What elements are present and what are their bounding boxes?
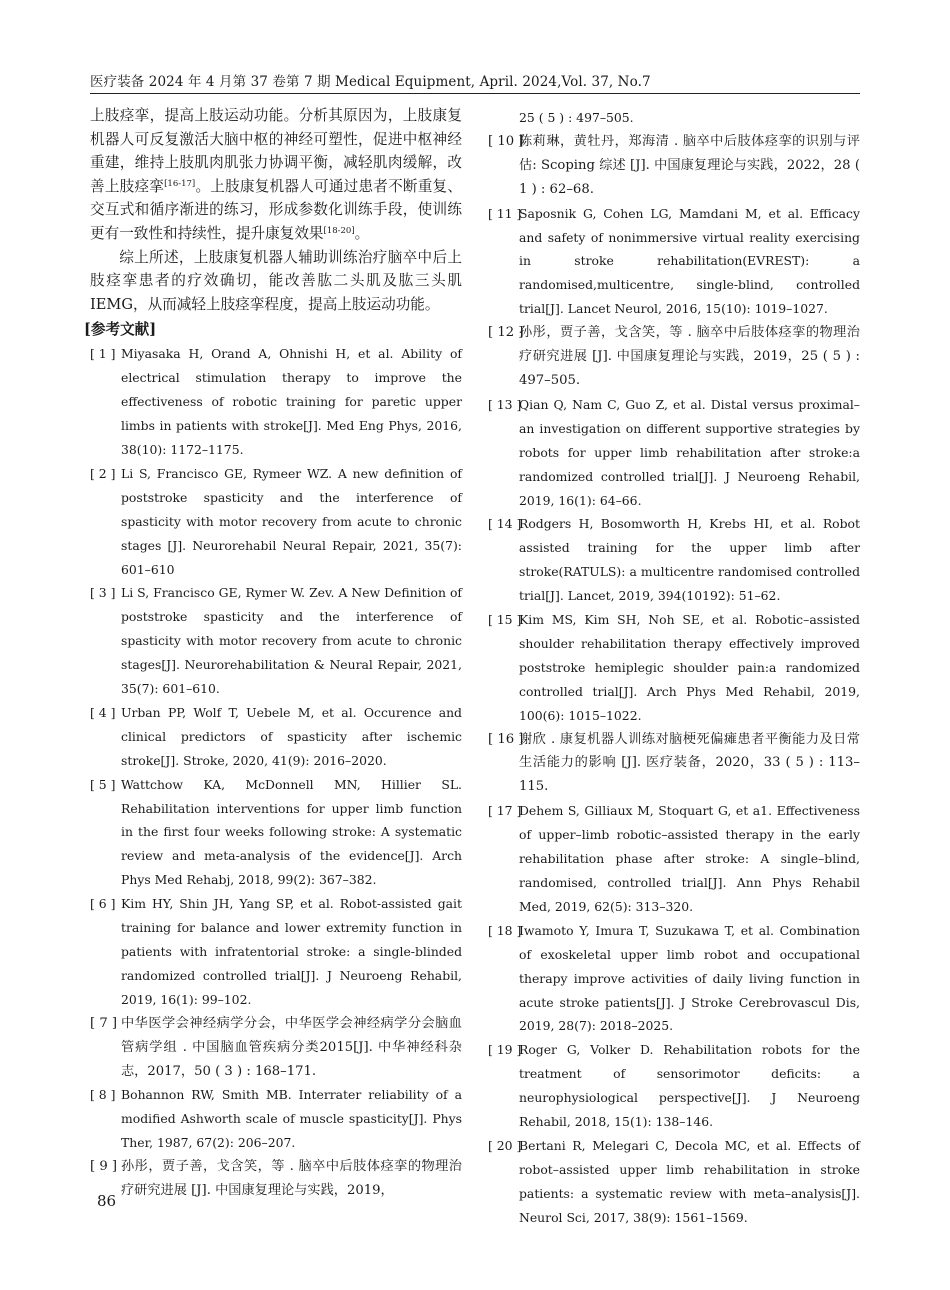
reference-number: [ 1 ] [90, 346, 116, 362]
reference-number: [ 7 ] [90, 1015, 118, 1031]
reference-number: [ 20 ] [488, 1137, 522, 1153]
body-paragraph-1 [90, 104, 462, 246]
reference-item [90, 892, 462, 1012]
reference-text: Wattchow KA, McDonnell MN, Hillier SL. Rehabilitation interventions for upper limb function in the first four weeks following stroke: A systematic review and meta-analysis of the evidence[J]. Arch Phys Med Rehabj, 2018, 99(2): 367–382. [121, 776, 462, 888]
reference-item [488, 608, 860, 728]
reference-continuation: 25 ( 5 ) : 497–505. [519, 110, 634, 125]
reference-text: Kim HY, Shin JH, Yang SP, et al. Robot-assisted gait training for balance and lower extremity function in patients with infratentorial stroke: a single-blinded randomized controlled trial[J]. J Neuroeng Rehabil, 2019, 16(1): 99–102. [121, 896, 462, 1007]
reference-text: Qian Q, Nam C, Guo Z, et al. Distal versus proximal–an investigation on different supportive strategies by robots for upper limb rehabilitation after stroke:a randomized controlled trial[J]. J Neuroeng Rehabil, 2019, 16(1): 64–66. [519, 396, 860, 508]
reference-text: Roger G, Volker D. Rehabilitation robots for the treatment of sensorimotor deficits: a neurophysiological perspective[J]. J Neuroeng Rehabil, 2018, 15(1): 138–146. [519, 1042, 860, 1130]
paragraph-text: 。 [354, 224, 370, 242]
reference-item [90, 701, 462, 773]
reference-number: [ 5 ] [90, 776, 116, 792]
reference-text: 中华医学会神经病学分会，中华医学会神经病学分会脑血管病学组 . 中国脑血管疾病分类2015[J]. 中华神经科杂志，2017，50 ( 3 ) : 168–171. [121, 1015, 462, 1079]
reference-number: [ 4 ] [90, 704, 116, 720]
reference-number: [ 6 ] [90, 896, 116, 912]
reference-number: [ 15 ] [488, 612, 522, 628]
reference-text: Miyasaka H, Orand A, Ohnishi H, et al. Ability of electrical stimulation therapy to improve the effectiveness of robotic training for paretic upper limbs in patients with stroke[J]. Med Eng Phys, 2016, 38(10): 1172–1175. [121, 346, 462, 457]
reference-text: 谢欣 . 康复机器人训练对脑梗死偏瘫患者平衡能力及日常生活能力的影响 [J]. 医疗装备，2020，33 ( 5 ) : 113–115. [519, 731, 860, 795]
reference-text: 孙彤，贾子善，戈含笑，等 . 脑卒中后肢体痉挛的物理治疗研究进展 [J]. 中国康复理论与实践，2019， [121, 1159, 462, 1199]
citation: [18-20] [323, 225, 355, 236]
reference-item [488, 202, 860, 322]
reference-item [488, 512, 860, 608]
reference-item [488, 321, 860, 393]
body-paragraph-2: 综上所述，上肢康复机器人辅助训练治疗脑卒中后上肢痉挛患者的疗效确切，能改善肱二头肌及肱三头肌 IEMG，从而减轻上肢痉挛程度，提高上肢运动功能。 [90, 248, 462, 313]
header-rule [90, 93, 860, 94]
paragraph-text: 。上肢康复机器人可通过患者不断重复、交互式和循序渐进的练习，形成参数化训练手段，使训练更有一致性和持续性，提升康复效果 [90, 177, 462, 242]
reference-item [488, 919, 860, 1039]
reference-number: [ 11 ] [488, 205, 522, 221]
reference-number: [ 9 ] [90, 1159, 118, 1175]
reference-text: Saposnik G, Cohen LG, Mamdani M, et al. Efficacy and safety of nonimmersive virtual reality exercising in stroke rehabilitation(EVREST): a randomised,multicentre, single-blind, controlled trial[J]. Lancet Neurol, 2016, 15(10): 1019–1027. [519, 205, 860, 317]
reference-item [488, 1134, 860, 1230]
left-column [84, 104, 462, 1203]
reference-item [90, 1083, 462, 1155]
reference-item [90, 1012, 462, 1084]
reference-number: [ 2 ] [90, 465, 116, 481]
page-number: 86 [97, 1192, 117, 1210]
reference-number: [ 17 ] [488, 803, 522, 819]
reference-number: [ 14 ] [488, 516, 522, 532]
reference-text: Bertani R, Melegari C, Decola MC, et al. Effects of robot–assisted upper limb rehabilitation in stroke patients: a systematic review with meta–analysis[J]. Neurol Sci, 2017, 38(9): 1561–1569. [519, 1137, 860, 1225]
reference-number: [ 8 ] [90, 1087, 116, 1103]
reference-list-left [90, 342, 462, 1203]
reference-text: Bohannon RW, Smith MB. Interrater reliability of a modified Ashworth scale of muscle spasticity[J]. Phys Ther, 1987, 67(2): 206–207. [121, 1087, 462, 1151]
reference-text: Dehem S, Gilliaux M, Stoquart G, et a1. Effectiveness of upper–limb robotic–assisted therapy in the early rehabilitation phase after stroke: A single–blind, randomised, controlled trial[J]. Ann Phys Rehabil Med, 2019, 62(5): 313–320. [519, 803, 860, 914]
reference-item [488, 1038, 860, 1134]
reference-number: [ 12 ] [488, 325, 524, 341]
references-heading: [参考文献] [84, 321, 157, 339]
paragraph-text: 上肢痉挛，提高上肢运动功能。分析其原因为，上肢康复机器人可反复激活大脑中枢的神经可塑性，促进中枢神经重建，维持上肢肌肉肌张力协调平衡，减轻肌肉缓解，改善上肢痉挛 [90, 107, 462, 195]
reference-text: Rodgers H, Bosomworth H, Krebs HI, et al. Robot assisted training for the upper limb after stroke(RATULS): a multicentre randomised controlled trial[J]. Lancet, 2019, 394(10192): 51–62. [519, 516, 860, 604]
reference-text: 孙彤，贾子善，戈含笑，等 . 脑卒中后肢体痉挛的物理治疗研究进展 [J]. 中国康复理论与实践，2019，25 ( 5 ) : 497–505. [519, 325, 860, 388]
reference-text: Li S, Francisco GE, Rymeer WZ. A new definition of poststroke spasticity and the interference of spasticity with motor recovery from acute to chronic stages [J]. Neurorehabil Neural Repair, 2021, 35(7): 601–610 [121, 465, 462, 577]
reference-item [90, 462, 462, 582]
reference-item [488, 130, 860, 202]
reference-text: Kim MS, Kim SH, Noh SE, et al. Robotic–assisted shoulder rehabilitation therapy effectively improved poststroke hemiplegic shoulder pain:a randomized controlled trial[J]. Arch Phys Med Rehabil, 2019, 100(6): 1015–1022. [519, 612, 860, 723]
reference-number: [ 3 ] [90, 585, 116, 601]
running-header: 医疗装备 2024 年 4 月第 37 卷第 7 期 Medical Equipment, April. 2024,Vol. 37, No.7 [90, 74, 651, 90]
reference-number: [ 13 ] [488, 396, 522, 412]
citation: [16-17] [164, 178, 196, 189]
reference-item [90, 773, 462, 893]
reference-number: [ 10 ] [488, 133, 524, 149]
reference-number: [ 19 ] [488, 1042, 522, 1058]
reference-text: Iwamoto Y, Imura T, Suzukawa T, et al. Combination of exoskeletal upper limb robot and occupational therapy improve activities of daily living function in acute stroke patients[J]. J Stroke Cerebrovascul Dis, 2019, 28(7): 2018–2025. [519, 922, 860, 1034]
reference-item [488, 728, 860, 800]
right-column [488, 106, 860, 1230]
reference-item [90, 1155, 462, 1203]
reference-item [90, 342, 462, 462]
reference-item [488, 393, 860, 513]
reference-item [488, 799, 860, 919]
reference-item [90, 581, 462, 701]
reference-list-right [488, 130, 860, 1230]
reference-number: [ 16 ] [488, 731, 524, 747]
reference-text: Urban PP, Wolf T, Uebele M, et al. Occurence and clinical predictors of spasticity after ischemic stroke[J]. Stroke, 2020, 41(9): 2016–2020. [121, 704, 462, 768]
reference-number: [ 18 ] [488, 922, 522, 938]
reference-text: Li S, Francisco GE, Rymer W. Zev. A New Definition of poststroke spasticity and the interference of spasticity with motor recovery from acute to chronic stages[J]. Neurorehabilitation & Neural Repair, 2021, 35(7): 601–610. [121, 585, 462, 697]
reference-text: 陈莉琳，黄牡丹，郑海清 . 脑卒中后肢体痉挛的识别与评估: Scoping 综述 [J]. 中国康复理论与实践，2022，28 ( 1 ) : 62–68. [519, 133, 860, 197]
